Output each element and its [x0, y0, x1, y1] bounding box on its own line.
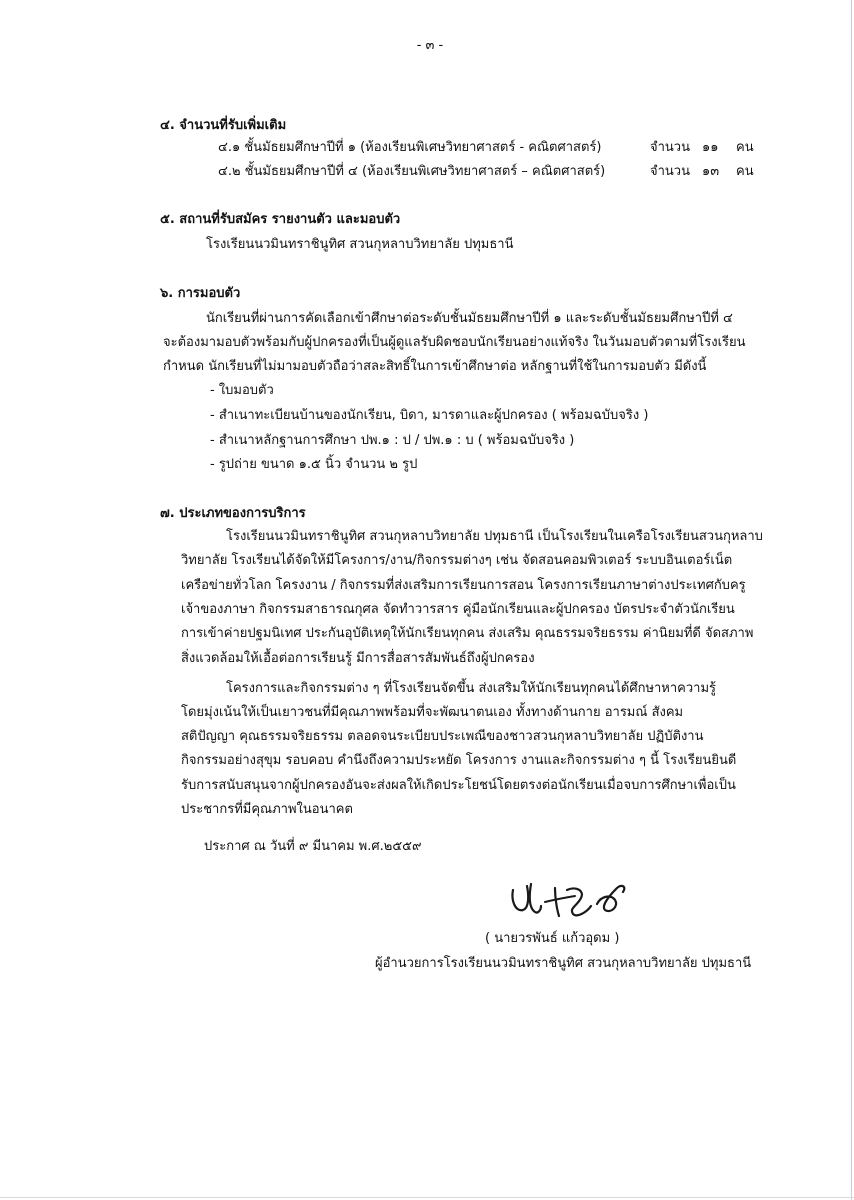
section7-para2-line-2: โดยมุ่งเน้นให้เป็นเยาวชนที่มีคุณภาพพร้อมที่จะพัฒนาตนเอง ทั้งทางด้านกาย อารมณ์ สังคม — [181, 705, 684, 720]
section4-title: ๔. จำนวนที่รับเพิ่มเติม — [160, 118, 287, 133]
section6-bullet-3: - สำเนาหลักฐานการศึกษา ปพ.๑ : ป / ปพ.๑ : บ ( พร้อมฉบับจริง ) — [210, 433, 575, 448]
signer-name: ( นายวรพันธ์ แก้วอุดม ) — [485, 931, 620, 946]
section6-title: ๖. การมอบตัว — [160, 286, 241, 301]
section7-para1-line-4: เจ้าของภาษา กิจกรรมสาธารณกุศล จัดทำวารสาร คู่มือนักเรียนและผู้ปกครอง บัตรประจำตัวนักเรียน — [181, 602, 735, 617]
section5-body: โรงเรียนนวมินทราชินูทิศ สวนกุหลาบวิทยาลัย ปทุมธานี — [206, 237, 514, 252]
section7-para1-line-1: โรงเรียนนวมินทราชินูทิศ สวนกุหลาบวิทยาลัย ปทุมธานี เป็นโรงเรียนในเครือโรงเรียนสวนกุหลาบ — [226, 529, 763, 544]
section4-item-2-label: ๔.๒ ชั้นมัธยมศึกษาปีที่ ๔ (ห้องเรียนพิเศษวิทยาศาสตร์ – คณิตศาสตร์) — [218, 164, 606, 179]
section4-item-1-label: ๔.๑ ชั้นมัธยมศึกษาปีที่ ๑ (ห้องเรียนพิเศษวิทยาศาสตร์ - คณิตศาสตร์) — [218, 140, 602, 155]
section4-item-1-qty-word: จำนวน — [650, 140, 690, 155]
section7-para1-line-6: สิ่งแวดล้อมให้เอื้อต่อการเรียนรู้ มีการสื่อสารสัมพันธ์ถึงผู้ปกครอง — [181, 651, 535, 666]
section4-item-2-qty: ๑๓ — [702, 164, 720, 179]
section6-bullet-2: - สำเนาทะเบียนบ้านของนักเรียน, บิดา, มารดาและผู้ปกครอง ( พร้อมฉบับจริง ) — [210, 408, 649, 423]
announcement-date: ประกาศ ณ วันที่ ๙ มีนาคม พ.ศ.๒๕๕๙ — [204, 839, 422, 854]
section7-para2-line-4: กิจกรรมอย่างสุขุม รอบคอบ คำนึงถึงความประหยัด โครงการ งานและกิจกรรมต่าง ๆ นี้ โรงเรียนยินดี — [181, 753, 737, 768]
section7-para1-line-5: การเข้าค่ายปฐมนิเทศ ประกันอุบัติเหตุให้นักเรียนทุกคน ส่งเสริม คุณธรรมจริยธรรม ค่านิยมที่ดี จัดสภาพ — [181, 626, 754, 641]
signature-image — [505, 878, 635, 923]
section6-bullet-1: - ใบมอบตัว — [210, 383, 274, 398]
section6-line-2: จะต้องมามอบตัวพร้อมกับผู้ปกครองที่เป็นผู้ดูแลรับผิดชอบนักเรียนอย่างแท้จริง ในวันมอบตัวตามที่โรงเรียน — [163, 335, 746, 350]
page-number: - ๓ - — [416, 38, 444, 53]
section7-title: ๗. ประเภทของการบริการ — [160, 506, 306, 521]
scan-edge-right — [851, 0, 852, 1200]
section5-title: ๕. สถานที่รับสมัคร รายงานตัว และมอบตัว — [160, 212, 401, 227]
section4-item-1-qty: ๑๑ — [702, 140, 719, 155]
section7-para2-line-6: ประชากรที่มีคุณภาพในอนาคต — [181, 802, 353, 817]
section4-item-1-unit: คน — [736, 140, 754, 155]
section7-para2-line-1: โครงการและกิจกรรมต่าง ๆ ที่โรงเรียนจัดขึ้น ส่งเสริมให้นักเรียนทุกคนได้ศึกษาหาความรู้ — [226, 681, 717, 696]
section7-para2-line-5: รับการสนับสนุนจากผู้ปกครองอันจะส่งผลให้เกิดประโยชน์โดยตรงต่อนักเรียนเมื่อจบการศึกษาเพื่อเป็น — [181, 778, 736, 793]
scan-edge-bottom — [0, 1197, 854, 1198]
section7-para1-line-3: เครือข่ายทั่วโลก โครงงาน / กิจกรรมที่ส่งเสริมการเรียนการสอน โครงการเรียนภาษาต่างประเทศกับครู — [181, 578, 746, 593]
section6-line-3: กำหนด นักเรียนที่ไม่มามอบตัวถือว่าสละสิทธิ์ในการเข้าศึกษาต่อ หลักฐานที่ใช้ในการมอบตัว มีดังนี้ — [163, 359, 707, 374]
section6-bullet-4: - รูปถ่าย ขนาด ๑.๕ นิ้ว จำนวน ๒ รูป — [210, 457, 418, 472]
section7-para1-line-2: วิทยาลัย โรงเรียนได้จัดให้มีโครงการ/งาน/กิจกรรมต่างๆ เช่น จัดสอนคอมพิวเตอร์ ระบบอินเตอร์เน็ต — [181, 553, 733, 568]
section4-item-2-unit: คน — [736, 164, 754, 179]
signer-position: ผู้อำนวยการโรงเรียนนวมินทราชินูทิศ สวนกุหลาบวิทยาลัย ปทุมธานี — [375, 956, 752, 971]
section6-line-1: นักเรียนที่ผ่านการคัดเลือกเข้าศึกษาต่อระดับชั้นมัธยมศึกษาปีที่ ๑ และระดับชั้นมัธยมศึกษาปีที่ ๔ — [206, 311, 733, 326]
section7-para2-line-3: สติปัญญา คุณธรรมจริยธรรม ตลอดจนระเบียบประเพณีของชาวสวนกุหลาบวิทยาลัย ปฏิบัติงาน — [181, 729, 704, 744]
section4-item-2-qty-word: จำนวน — [650, 164, 690, 179]
